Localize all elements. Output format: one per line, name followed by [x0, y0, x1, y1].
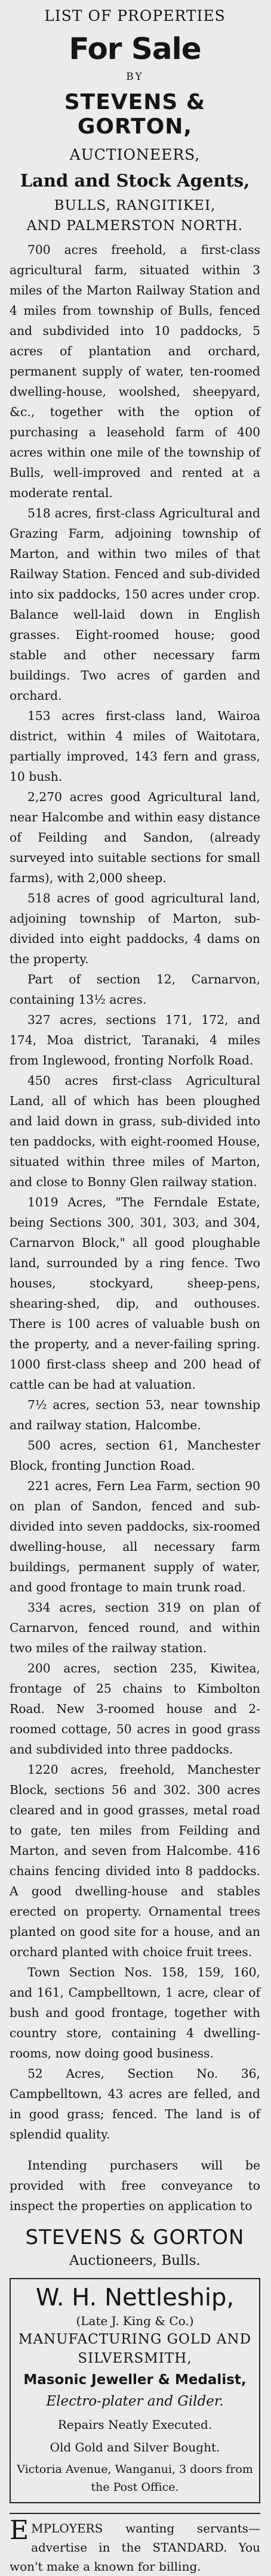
listing: 221 acres, Fern Lea Farm, section 90 on plan of Sandon, fenced and sub-divided into seven paddocks, six-roomed dwelling-house, all necessary farm buildings, permanent supply of water, and good frontage to main trunk road.	[10, 1479, 260, 1594]
footer-firm-role: Auctioneers, Bulls.	[69, 2253, 201, 2268]
jeweller-masonic: Masonic Jeweller & Medalist,	[23, 2372, 247, 2388]
jeweller-name: W. H. Nettleship,	[35, 2284, 235, 2311]
property-listings	[10, 240, 260, 2144]
firm-address-1: BULLS, RANGITIKEI,	[54, 198, 216, 213]
listing: Part of section 12, Carnarvon, containing 13½ acres.	[10, 972, 260, 1007]
intending-purchasers-note: Intending purchasers will be provided with free conveyance to inspect the properties on application to	[10, 2158, 260, 2213]
listing: 500 acres, section 61, Manchester Block, fronting Junction Road.	[10, 1438, 260, 1473]
jeweller-advertisement	[10, 2278, 260, 2503]
listing: 450 acres first-class Agricultural Land, all of which has been ploughed and laid down in grass, sub-divided into ten paddocks, with eight-roomed House, situated within three miles of Marton, and close to Bonny Glen railway station.	[10, 1073, 260, 1189]
listing: 153 acres first-class land, Wairoa district, within 4 miles of Waitotara, partially improved, 143 fern and grass, 10 bush.	[10, 709, 260, 784]
employers-text: MPLOYERS wanting servants—advertise in the STANDARD. You won't make a known for billing.	[10, 2521, 260, 2574]
employers-advertisement	[10, 2513, 260, 2576]
firm-agents: Land and Stock Agents,	[20, 170, 250, 191]
footer-firm-name: STEVENS & GORTON	[25, 2226, 245, 2249]
listing: 327 acres, sections 171, 172, and 174, Moa district, Taranaki, 4 miles from Inglewood, fronting Norfolk Road.	[10, 1013, 260, 1067]
firm-address-2: AND PALMERSTON NORTH.	[26, 218, 244, 234]
by-label: BY	[126, 71, 144, 83]
listing: 334 acres, section 319 on plan of Carnarvon, fenced round, and within two miles of the railway station.	[10, 1600, 260, 1655]
listing: 7½ acres, section 53, near township and railway station, Halcombe.	[10, 1398, 260, 1432]
listing: 518 acres, first-class Agricultural and Grazing Farm, adjoining township of Marton, and within two miles of that Railway Station. Fenced and sub-divided into six paddocks, 150 acres under crop. Balance well-laid down in English grasses. Eight-roomed house; good stable and other necessary farm buildings. Two acres of garden and orchard.	[10, 506, 260, 703]
drop-cap: E	[10, 2515, 29, 2546]
listing: 2,270 acres good Agricultural land, near Halcombe and within easy distance of Feilding and Sandon, (already surveyed into suitable sections for small farms), with 2,000 sheep.	[10, 790, 260, 885]
list-title: LIST OF PROPERTIES	[44, 7, 226, 24]
listing: 1220 acres, freehold, Manchester Block, sections 56 and 302. 300 acres cleared and in good grasses, metal road to gate, ten miles from Feilding and Marton, and seven from Halcombe. 416 chains fencing divided into 8 paddocks. A good dwelling-house and stables erected on property. Ornamental trees planted on good site for a house, and an orchard planted with choice fruit trees.	[10, 1762, 260, 1959]
listing: 700 acres freehold, a first-class agricultural farm, situated within 3 miles of the Marton Railway Station and 4 miles from township of Bulls, fenced and subdivided into 10 paddocks, 5 acres of plantation and orchard, permanent supply of water, ten-roomed dwelling-house, woolshed, sheepyard, &c., together with the option of purchasing a leasehold farm of 400 acres within one mile of the township of Bulls, well-improved and rented at a moderate rental.	[10, 243, 260, 500]
listing: 200 acres, section 235, Kiwitea, frontage of 25 chains to Kimbolton Road. New 3-roomed house and 2-roomed cottage, 50 acres in good grass and subdivided into three paddocks.	[10, 1661, 260, 1756]
firm-role: AUCTIONEERS,	[69, 146, 201, 163]
jeweller-plater: Electro-plater and Gilder.	[46, 2394, 224, 2409]
jeweller-repairs: Repairs Neatly Executed.	[57, 2417, 213, 2432]
listing: 518 acres of good agricultural land, adjoining township of Marton, sub-divided into eight paddocks, 4 dams on the property.	[10, 891, 260, 966]
for-sale-heading: For Sale	[69, 32, 201, 66]
listing: Town Section Nos. 158, 159, 160, and 161, Campbelltown, 1 acre, clear of bush and good frontage, together with country store, containing 4 dwelling-rooms, now doing good business.	[10, 1965, 260, 2060]
jeweller-trade-line-1: MANUFACTURING GOLD AND	[18, 2332, 252, 2347]
jeweller-bought: Old Gold and Silver Bought.	[50, 2440, 220, 2454]
listing: 1019 Acres, "The Ferndale Estate, being Sections 300, 301, 303, and 304, Carnarvon Block," all good ploughable land, surrounded by a ring fence. Two houses, stockyard, sheep-pens, shearing-shed, dip, and outhouses. There is 100 acres of valuable bush on the property, and a never-failing spring. 1000 first-class sheep and 200 head of cattle can be had at valuation.	[10, 1195, 260, 1392]
jeweller-trade-line-2: SILVERSMITH,	[78, 2351, 192, 2366]
jeweller-address: Victoria Avenue, Wanganui, 3 doors from the Post Office.	[17, 2463, 253, 2494]
firm-name: STEVENS & GORTON,	[64, 90, 206, 139]
listing: 52 Acres, Section No. 36, Campbelltown, 43 acres are felled, and in good grass; fenced. The land is of splendid quality.	[10, 2066, 260, 2142]
jeweller-formerly: (Late J. King & Co.)	[76, 2314, 194, 2328]
